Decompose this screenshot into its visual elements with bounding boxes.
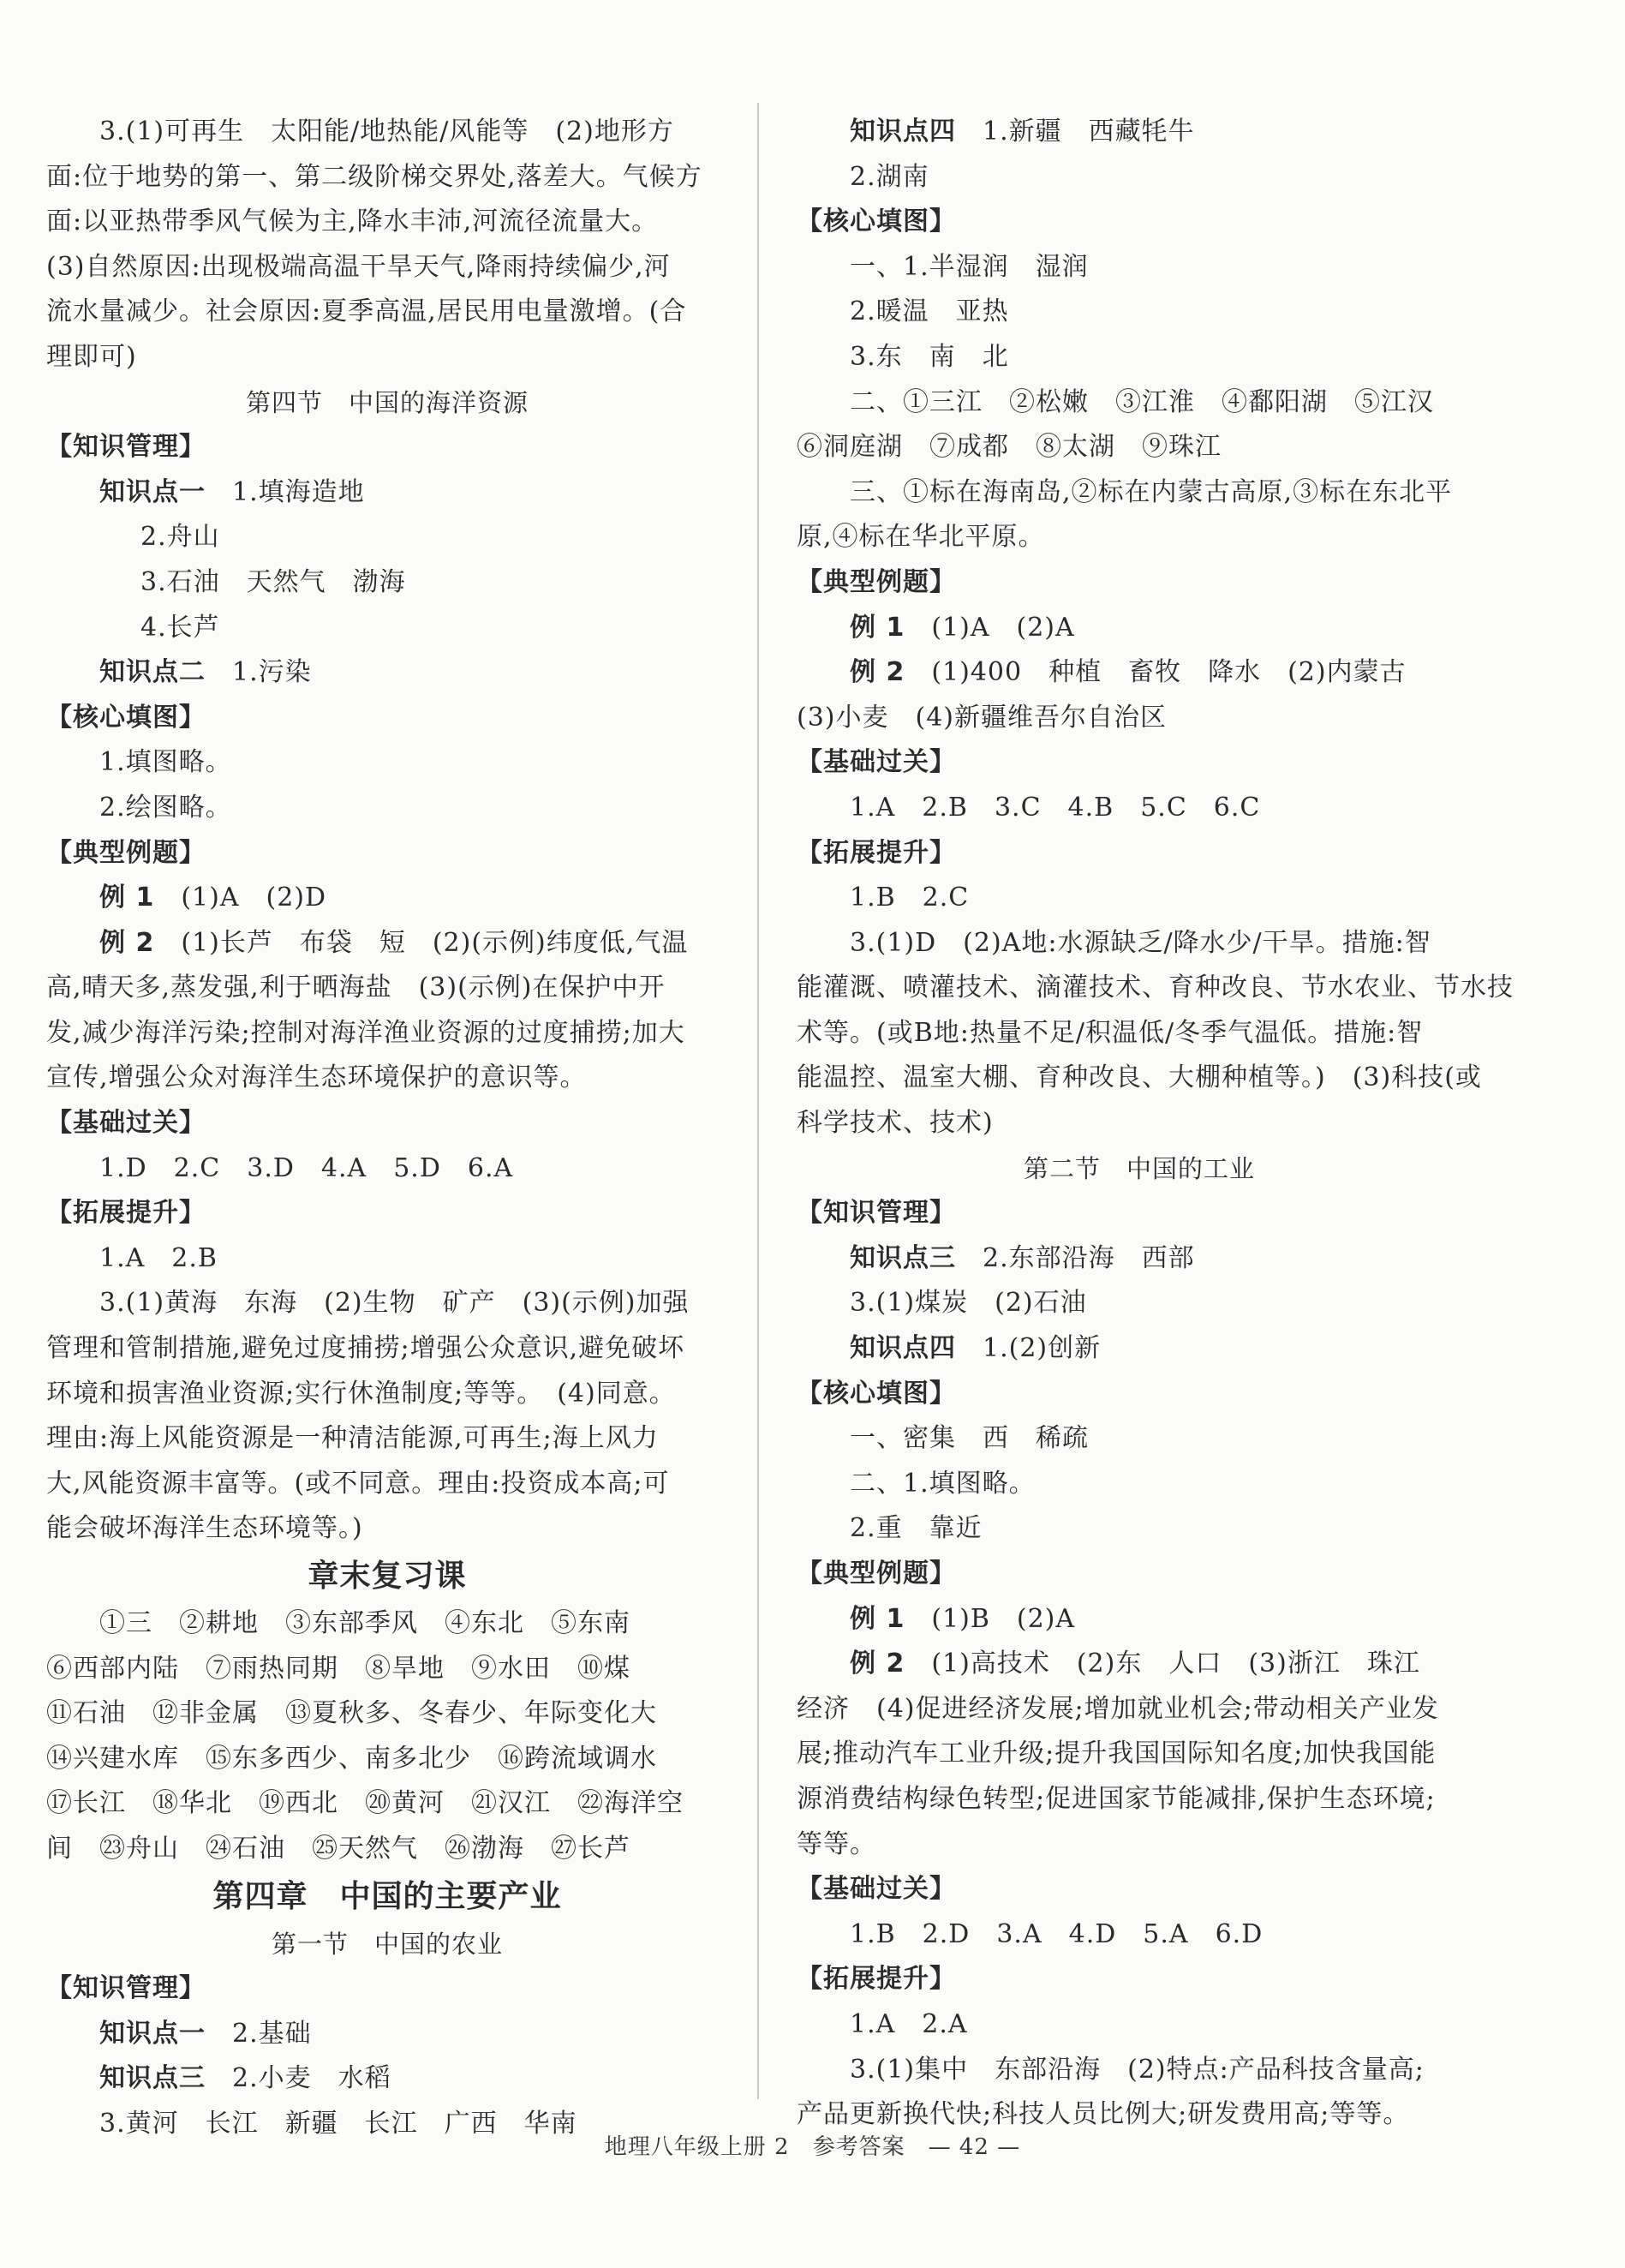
left-line-11	[46, 606, 728, 651]
line-text: 一、密集 西 稀疏	[850, 1423, 1089, 1454]
line-text: 1.A 2.B	[99, 1242, 218, 1273]
line-text: 三、①标在海南岛,②标在内蒙古高原,③标在东北平	[850, 476, 1453, 507]
line-text: 章末复习课	[308, 1559, 467, 1594]
line-text: 1.填图略。	[99, 747, 232, 778]
line-text: 【知识管理】	[46, 1973, 206, 2004]
line-text: (3)小麦 (4)新疆维吾尔自治区	[797, 702, 1167, 733]
label-bold: 例 2	[99, 927, 155, 958]
left-line-24	[46, 1191, 728, 1236]
right-line-23	[797, 1146, 1482, 1192]
left-line-29	[46, 1416, 728, 1462]
line-text: 【典型例题】	[46, 837, 206, 868]
line-text: 等等。	[797, 1828, 876, 1859]
line-text: 3.(1)煤炭 (2)石油	[850, 1288, 1087, 1319]
line-text: 1.A 2.A	[850, 2008, 968, 2039]
right-line-3	[797, 245, 1482, 290]
right-line-26	[797, 1281, 1482, 1326]
left-line-13	[46, 696, 728, 741]
label-bold: 知识点二	[99, 657, 206, 688]
line-text: 【核心填图】	[797, 206, 956, 237]
right-line-4	[797, 290, 1482, 335]
line-text: 能灌溉、喷灌技术、滴灌技术、育种改良、节水农业、节水技	[797, 972, 1514, 1003]
left-line-3	[46, 245, 728, 290]
line-text: 【拓展提升】	[797, 1964, 956, 1995]
left-line-2	[46, 200, 728, 245]
right-line-14	[797, 740, 1482, 786]
line-text: 3.东 南 北	[850, 341, 1009, 372]
column-divider	[757, 103, 759, 2099]
left-line-40	[46, 1922, 728, 1967]
line-text: 环境和损害渔业资源;实行休渔制度;等等。 (4)同意。	[46, 1378, 676, 1409]
right-line-31	[797, 1506, 1482, 1552]
left-line-18	[46, 921, 728, 966]
line-text: 第四节 中国的海洋资源	[245, 387, 529, 417]
left-line-33	[46, 1601, 728, 1647]
label-bold: 知识点四	[850, 1333, 956, 1364]
label-bold: 例 1	[850, 612, 905, 643]
line-text: 【知识管理】	[46, 432, 206, 463]
line-text: 理由:海上风能资源是一种清洁能源,可再生;海上风力	[46, 1423, 659, 1454]
line-text: (3)自然原因:出现极端高温干旱天气,降雨持续偏少,河	[46, 251, 671, 282]
line-text: 2.暖温 亚热	[850, 296, 1009, 327]
line-text: 3.(1)黄海 东海 (2)生物 矿产 (3)(示例)加强	[99, 1288, 690, 1319]
right-line-10	[797, 560, 1482, 606]
left-line-8	[46, 470, 728, 516]
left-line-20	[46, 1011, 728, 1056]
right-line-9	[797, 515, 1482, 560]
left-line-14	[46, 740, 728, 786]
line-text: 能温控、温室大棚、育种改良、大棚种植等。) (3)科技(或	[797, 1062, 1482, 1093]
left-line-28	[46, 1372, 728, 1417]
right-line-36	[797, 1732, 1482, 1777]
right-line-6	[797, 380, 1482, 426]
line-text: 2.东部沿海 西部	[956, 1242, 1195, 1273]
line-text: 面:以亚热带季风气候为主,降水丰沛,河流径流量大。	[46, 206, 659, 237]
line-text: 3.(1)D (2)A地:水源缺乏/降水少/干旱。措施:智	[850, 927, 1431, 958]
page-footer: 地理八年级上册 2 参考答案 — 42 —	[604, 2134, 1021, 2160]
line-text: ⑭兴建水库 ⑮东多西少、南多北少 ⑯跨流域调水	[46, 1743, 657, 1774]
line-text: (1)B (2)A	[905, 1603, 1076, 1634]
left-line-23	[46, 1146, 728, 1192]
line-text: 一、1.半湿润 湿润	[850, 251, 1089, 282]
line-text: 2.湖南	[850, 161, 929, 192]
line-text: 2.舟山	[140, 522, 220, 553]
right-line-42	[797, 2002, 1482, 2048]
line-text: 【核心填图】	[797, 1378, 956, 1409]
label-bold: 例 1	[99, 883, 155, 913]
label-bold: 知识点四	[850, 117, 956, 147]
right-line-22	[797, 1101, 1482, 1146]
left-line-17	[46, 876, 728, 921]
left-column	[46, 110, 728, 2147]
label-bold: 例 2	[850, 657, 905, 688]
line-text: 【拓展提升】	[46, 1198, 206, 1229]
line-text: 1.B 2.C	[850, 883, 970, 913]
label-bold: 例 2	[850, 1649, 905, 1679]
left-line-15	[46, 786, 728, 831]
left-line-6	[46, 380, 728, 426]
line-text: 管理和管制措施,避免过度捕捞;增强公众意识,避免破坏	[46, 1333, 685, 1364]
line-text: (1)长芦 布袋 短 (2)(示例)纬度低,气温	[154, 927, 689, 958]
label-bold: 知识点一	[99, 2018, 206, 2049]
right-line-5	[797, 335, 1482, 380]
line-text: (1)400 种植 畜牧 降水 (2)内蒙古	[905, 657, 1407, 688]
right-column	[797, 110, 1514, 2138]
right-line-1	[797, 155, 1482, 200]
right-line-20	[797, 1011, 1482, 1056]
left-line-16	[46, 831, 728, 877]
left-line-41	[46, 1966, 728, 2012]
line-text: 2.基础	[206, 2018, 312, 2049]
left-line-7	[46, 425, 728, 470]
line-text: 2.绘图略。	[99, 792, 232, 823]
line-text: (1)高技术 (2)东 人口 (3)浙江 珠江	[905, 1649, 1420, 1679]
line-text: 【基础过关】	[46, 1108, 206, 1139]
right-line-17	[797, 876, 1482, 921]
line-text: 第四章 中国的主要产业	[212, 1878, 562, 1914]
line-text: 高,晴天多,蒸发强,利于晒海盐 (3)(示例)在保护中开	[46, 972, 666, 1003]
line-text: 3.(1)集中 东部沿海 (2)特点:产品科技含量高;	[850, 2054, 1425, 2085]
right-line-7	[797, 425, 1482, 470]
left-line-22	[46, 1101, 728, 1146]
line-text: 2.小麦 水稻	[206, 2063, 391, 2094]
right-line-28	[797, 1372, 1482, 1417]
line-text: 【基础过关】	[797, 1874, 956, 1905]
line-text: 术等。(或B地:热量不足/积温低/冬季气温低。措施:智	[797, 1017, 1424, 1048]
line-text: 1.污染	[206, 657, 312, 688]
line-text: 4.长芦	[140, 612, 220, 643]
left-line-31	[46, 1506, 728, 1552]
line-text: 1.新疆 西藏牦牛	[956, 117, 1195, 147]
right-line-39	[797, 1867, 1482, 1912]
line-text: 面:位于地势的第一、第二级阶梯交界处,落差大。气候方	[46, 161, 702, 192]
line-text: (1)A (2)D	[154, 883, 327, 913]
line-text: 【典型例题】	[797, 566, 956, 597]
right-line-24	[797, 1191, 1482, 1236]
line-text: 间 ㉓舟山 ㉔石油 ㉕天然气 ㉖渤海 ㉗长芦	[46, 1833, 630, 1864]
line-text: ⑰长江 ⑱华北 ⑲西北 ⑳黄河 ㉑汉江 ㉒海洋空	[46, 1788, 684, 1819]
line-text: 3.(1)可再生 太阳能/地热能/风能等 (2)地形方	[99, 117, 674, 147]
right-line-18	[797, 921, 1482, 966]
right-line-35	[797, 1687, 1482, 1732]
line-text: 【基础过关】	[797, 747, 956, 778]
left-line-4	[46, 290, 728, 335]
left-line-43	[46, 2056, 728, 2102]
line-text: (1)A (2)A	[905, 612, 1075, 643]
line-text: 二、①三江 ②松嫩 ③江淮 ④鄱阳湖 ⑤江汉	[850, 386, 1434, 417]
line-text: 宣传,增强公众对海洋生态环境保护的意识等。	[46, 1062, 587, 1093]
line-text: ⑥西部内陆 ⑦雨热同期 ⑧旱地 ⑨水田 ⑩煤	[46, 1653, 630, 1684]
right-line-37	[797, 1777, 1482, 1822]
left-line-34	[46, 1647, 728, 1692]
line-text: 1.(2)创新	[956, 1333, 1102, 1364]
left-line-21	[46, 1056, 728, 1101]
line-text: 源消费结构绿色转型;促进国家节能减排,保护生态环境;	[797, 1783, 1436, 1814]
right-line-33	[797, 1597, 1482, 1643]
line-text: 流水量减少。社会原因:夏季高温,居民用电量激增。(合	[46, 296, 687, 327]
right-line-38	[797, 1822, 1482, 1868]
right-line-8	[797, 470, 1482, 516]
line-text: 理即可)	[46, 341, 137, 372]
line-text: 3.黄河 长江 新疆 长江 广西 华南	[99, 2108, 577, 2139]
right-line-27	[797, 1326, 1482, 1372]
line-text: 2.重 靠近	[850, 1513, 983, 1544]
left-line-25	[46, 1236, 728, 1282]
right-line-19	[797, 966, 1514, 1011]
line-text: 1.填海造地	[206, 476, 365, 507]
left-line-9	[46, 515, 728, 560]
right-line-32	[797, 1552, 1482, 1597]
line-text: 3.石油 天然气 渤海	[140, 566, 406, 597]
left-line-19	[46, 966, 728, 1011]
left-line-5	[46, 335, 728, 380]
right-line-25	[797, 1236, 1482, 1282]
right-line-29	[797, 1416, 1482, 1462]
line-text: 大,风能资源丰富等。(或不同意。理由:投资成本高;可	[46, 1468, 670, 1499]
left-line-32	[46, 1552, 728, 1601]
right-line-34	[797, 1642, 1482, 1687]
line-text: 科学技术、技术)	[797, 1108, 994, 1139]
right-line-30	[797, 1462, 1482, 1507]
right-line-15	[797, 786, 1482, 831]
label-bold: 例 1	[850, 1603, 905, 1634]
right-line-16	[797, 831, 1482, 877]
line-text: 能会破坏海洋生态环境等。)	[46, 1513, 363, 1544]
right-line-2	[797, 200, 1482, 245]
left-line-36	[46, 1737, 728, 1782]
left-line-10	[46, 560, 728, 606]
line-text: ⑪石油 ⑫非金属 ⑬夏秋多、冬春少、年际变化大	[46, 1698, 657, 1729]
line-text: 【知识管理】	[797, 1198, 956, 1229]
left-line-0	[46, 110, 728, 155]
left-line-27	[46, 1326, 728, 1372]
label-bold: 知识点三	[850, 1242, 956, 1273]
left-line-35	[46, 1691, 728, 1737]
left-line-38	[46, 1827, 728, 1872]
right-line-43	[797, 2048, 1482, 2093]
left-line-12	[46, 650, 728, 696]
line-text: 二、1.填图略。	[850, 1468, 1036, 1499]
line-text: 1.D 2.C 3.D 4.A 5.D 6.A	[99, 1152, 514, 1183]
line-text: ①三 ②耕地 ③东部季风 ④东北 ⑤东南	[99, 1608, 630, 1638]
line-text: 第二节 中国的工业	[1023, 1153, 1255, 1183]
right-line-11	[797, 606, 1482, 651]
left-line-26	[46, 1281, 728, 1326]
left-line-39	[46, 1872, 728, 1922]
right-line-41	[797, 1957, 1482, 2002]
label-bold: 知识点三	[99, 2063, 206, 2094]
line-text: 展;推动汽车工业升级;提升我国国际知名度;加快我国能	[797, 1738, 1437, 1769]
left-line-37	[46, 1781, 728, 1827]
right-line-21	[797, 1056, 1482, 1101]
line-text: 经济 (4)促进经济发展;增加就业机会;带动相关产业发	[797, 1693, 1439, 1724]
right-line-13	[797, 696, 1482, 741]
line-text: 【核心填图】	[46, 702, 206, 733]
line-text: 发,减少海洋污染;控制对海洋渔业资源的过度捕捞;加大	[46, 1017, 685, 1048]
right-line-40	[797, 1912, 1482, 1958]
line-text: 【拓展提升】	[797, 837, 956, 868]
line-text: ⑥洞庭湖 ⑦成都 ⑧太湖 ⑨珠江	[797, 432, 1222, 463]
line-text: 原,④标在华北平原。	[797, 522, 1045, 553]
line-text: 第一节 中国的农业	[271, 1929, 503, 1959]
left-line-42	[46, 2012, 728, 2057]
right-line-12	[797, 650, 1482, 696]
right-line-0	[797, 110, 1482, 155]
label-bold: 知识点一	[99, 476, 206, 507]
left-line-30	[46, 1462, 728, 1507]
line-text: 1.A 2.B 3.C 4.B 5.C 6.C	[850, 792, 1261, 823]
line-text: 产品更新换代快;科技人员比例大;研发费用高;等等。	[797, 2099, 1410, 2130]
left-line-1	[46, 155, 728, 200]
line-text: 1.B 2.D 3.A 4.D 5.A 6.D	[850, 1918, 1264, 1949]
line-text: 【典型例题】	[797, 1559, 956, 1589]
